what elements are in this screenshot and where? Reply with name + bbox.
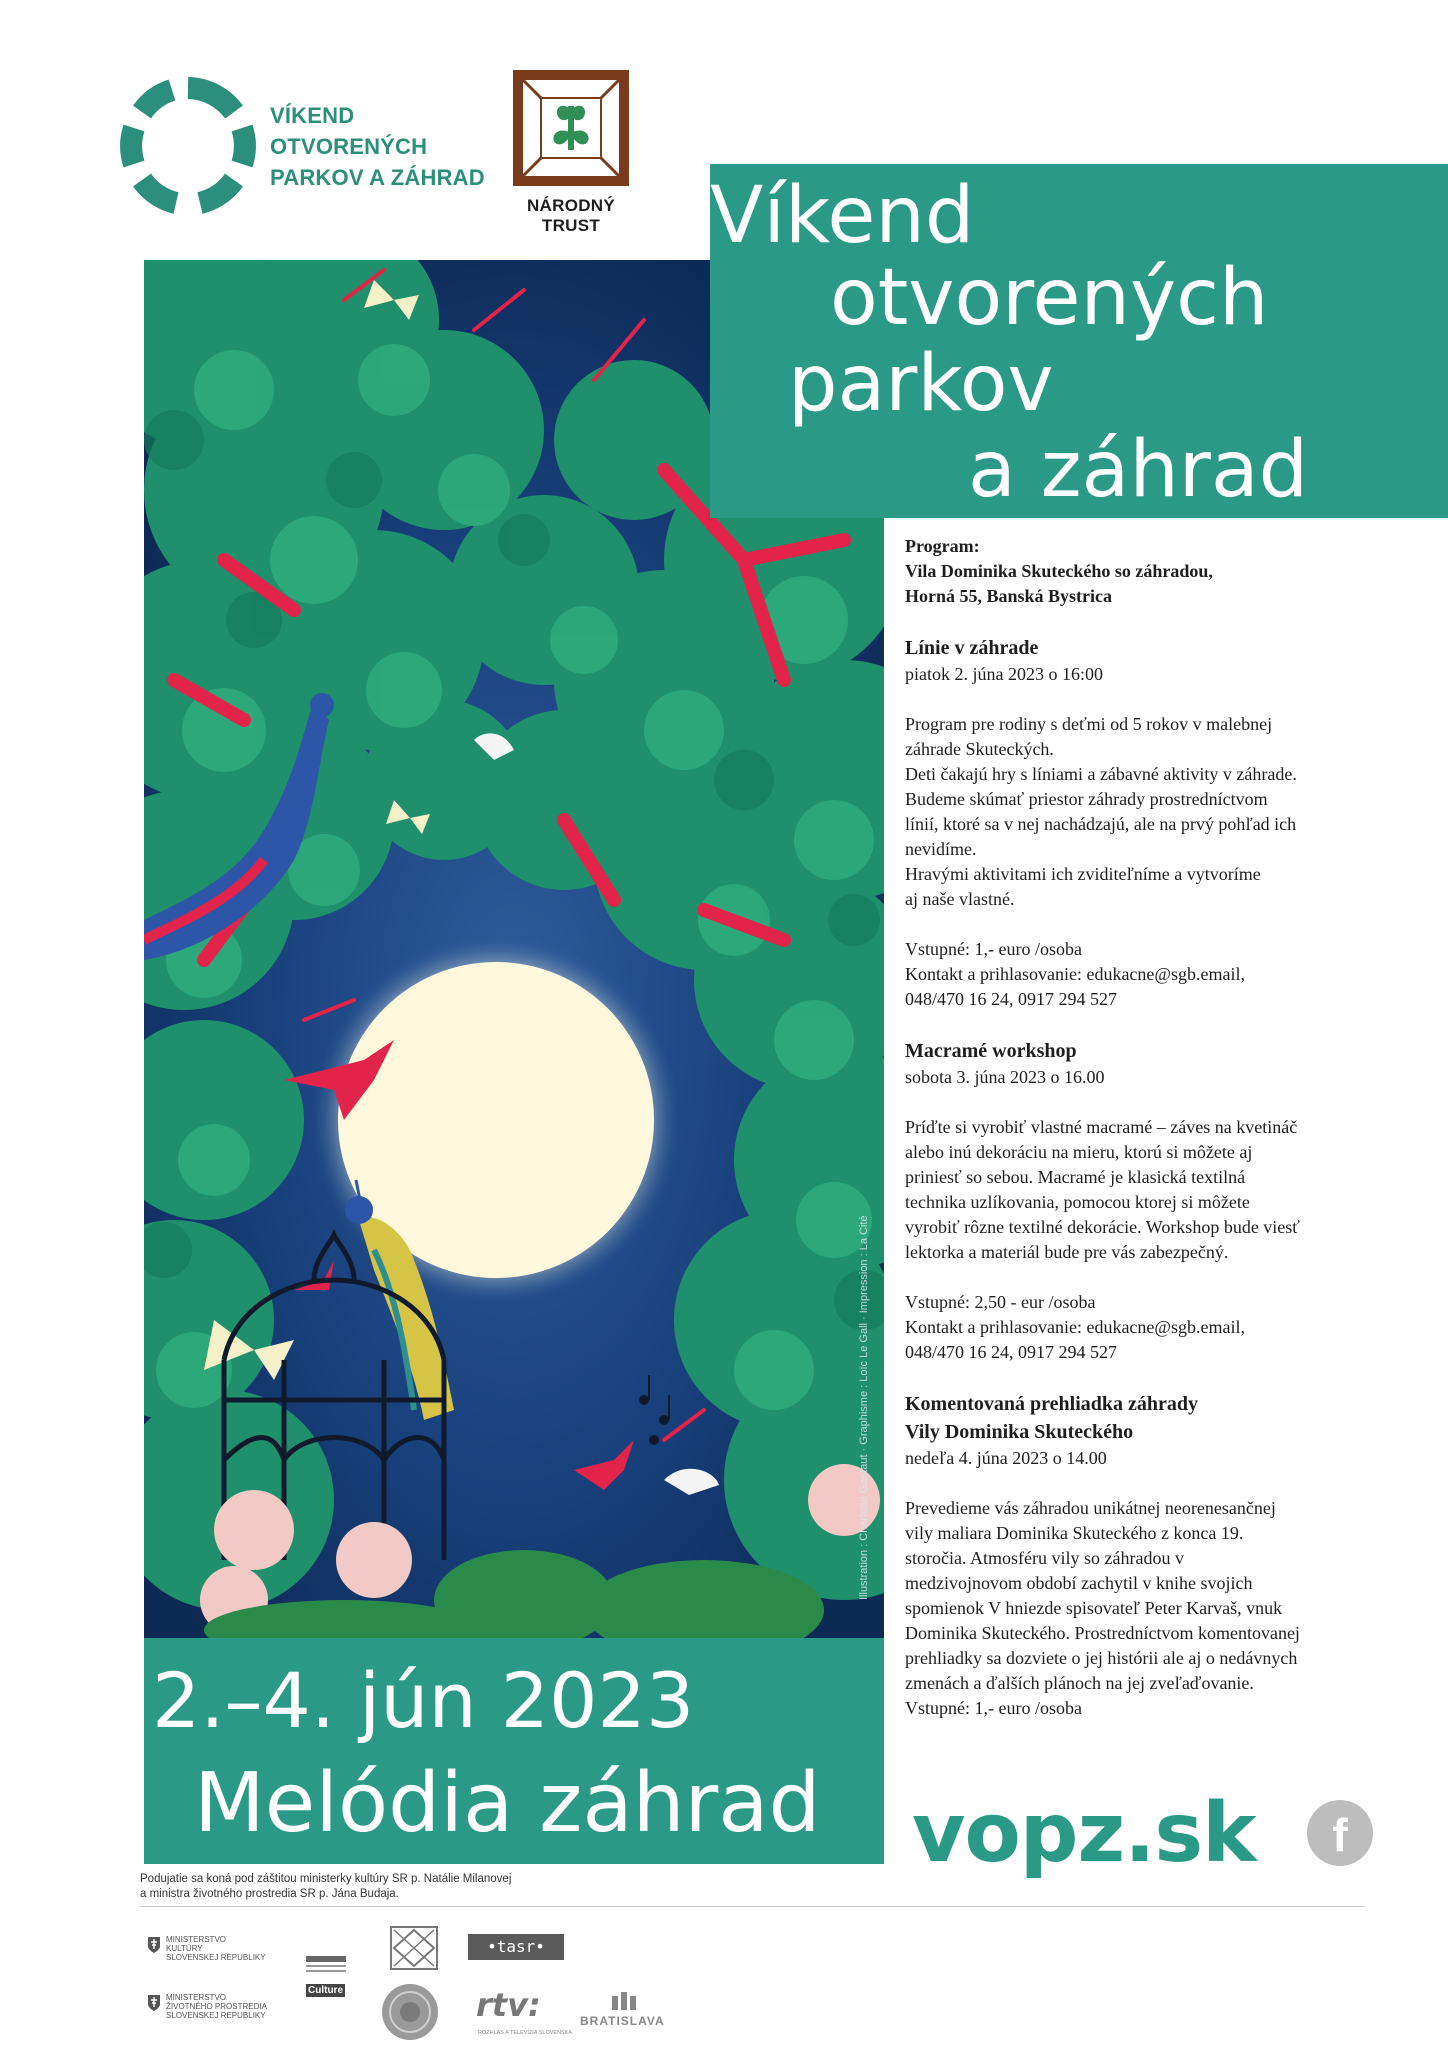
event-description-line: Dominika Skuteckého. Prostredníctvom komentovanej [905,1623,1300,1643]
event-description-line: priniesť so sebou. Macramé je klasická textilná [905,1167,1246,1187]
slovak-coat-of-arms-icon [148,1995,160,2011]
event-description-line: lektorka a materiál bude pre vás zabezpečný. [905,1242,1229,1262]
ministry-environment-logo [166,1993,267,2020]
ministry-culture-line: KULTÚRY [166,1944,203,1953]
event-description-line: Deti čakajú hry s líniami a zábavné aktivity v záhrade. [905,764,1297,784]
event-description-line: prehliadky sa dozviete o jej histórii ale aj o nedávnych [905,1648,1298,1668]
event-description-line: alebo inú dekoráciu na mieru, ktorú si môžete aj [905,1142,1253,1162]
ministry-environment-line: MINISTERSTVO [166,1993,227,2002]
date-banner [144,1638,884,1864]
title-line-3: parkov [788,339,1054,429]
ring-logo-icon [118,76,258,216]
bratislava-castle-icon [610,1990,638,2010]
vopz-logo-line: VÍKEND [270,103,355,128]
title-line-2: otvorených [830,253,1269,343]
event-description-line: vyrobiť rôzne textilné dekorácie. Workshop bude viesť [905,1217,1300,1237]
bratislava-logo: BRATISLAVA [580,2014,665,2028]
event-contact: Kontakt a prihlasovanie: edukacne@sgb.email, [905,964,1245,984]
facebook-icon[interactable]: f [1307,1800,1373,1866]
event-description-line: aj naše vlastné. [905,889,1015,909]
culture-logo: Culture [308,1985,343,1996]
event-title: Komentovaná prehliadka záhrady [905,1393,1198,1415]
venue-line: Horná 55, Banská Bystrica [905,586,1113,606]
event-description-line: spomienok V hniezde spisovateľ Peter Karvaš, vnuk [905,1598,1283,1618]
title-line-1: Víkend [710,171,975,261]
ministry-culture-line: MINISTERSTVO [166,1935,227,1944]
event-contact: Kontakt a prihlasovanie: edukacne@sgb.email, [905,1317,1245,1337]
vopz-logo [118,76,258,216]
patronage-note [140,1872,511,1902]
event-description-line: línií, ktoré sa v nej nachádzajú, ale na prvý pohľad ich [905,814,1297,834]
event-date: piatok 2. júna 2023 o 16:00 [905,664,1103,684]
event-description-line: zmenách a ďalších plánoch na jej zveľaďovanie. [905,1673,1254,1693]
event-title: Vily Dominika Skuteckého [905,1421,1134,1443]
event-entry-fee: Vstupné: 1,- euro /osoba [905,939,1082,959]
partner-flag-logo-icon [306,1956,346,1980]
event-description-line: vily maliara Dominika Skuteckého z konca 19. [905,1523,1244,1543]
program-text [905,534,1375,1721]
illustration-credit: Illustration : Charlotte Gastaut · Graphisme : Loïc Le Gall · Impression : La Cité [858,1215,870,1600]
event-date: nedeľa 4. júna 2023 o 14.00 [905,1448,1107,1468]
event-entry-fee: Vstupné: 1,- euro /osoba [905,1698,1082,1718]
narodny-trust-logo [513,70,629,186]
vopz-logo-line: OTVORENÝCH [270,134,428,159]
event-description-line: záhrade Skuteckých. [905,739,1054,759]
title-line-4: a záhrad [968,425,1309,515]
trust-emblem-icon [513,70,629,186]
event-description-line: Prevedieme vás záhradou unikátnej neorenesančnej [905,1498,1276,1518]
event-title: Línie v záhrade [905,637,1039,659]
patronage-line: a ministra životného prostredia SR p. Jána Budaja. [140,1888,399,1900]
event-description-line: storočia. Atmosféru vily so záhradou v [905,1548,1184,1568]
event-entry-fee: Vstupné: 2,50 - eur /osoba [905,1292,1096,1312]
round-seal-icon [380,1982,440,2042]
event-description-line: Program pre rodiny s deťmi od 5 rokov v malebnej [905,714,1273,734]
event-description-line: nevidíme. [905,839,977,859]
rtv-logo-subtitle: ROZHLAS A TELEVÍZIA SLOVENSKA [478,2030,573,2036]
footer-divider [140,1906,1366,1907]
ministry-environment-line: ŽIVOTNÉHO PROSTREDIA [166,2002,267,2011]
event-date: sobota 3. júna 2023 o 16.00 [905,1067,1105,1087]
event-theme: Melódia záhrad [194,1756,821,1851]
title-block [710,164,1448,518]
event-phone: 048/470 16 24, 0917 294 527 [905,989,1118,1009]
event-dates: 2.–4. jún 2023 [152,1656,695,1745]
heritage-emblem-icon [390,1926,438,1970]
rtv-logo: rtv: [476,1986,541,2024]
event-description-line: Hravými aktivitami ich zviditeľníme a vytvoríme [905,864,1261,884]
venue-line: Vila Dominika Skuteckého so záhradou, [905,561,1213,581]
event-description-line: medzivojnovom období zachytil v knihe svojich [905,1573,1253,1593]
program-label: Program: [905,536,980,556]
narodny-trust-label: NÁRODNÝ TRUST [526,196,616,235]
ministry-culture-line: SLOVENSKEJ REPUBLIKY [166,1953,266,1962]
event-description-line: technika uzlíkovania, pomocou ktorej si môžete [905,1192,1250,1212]
event-description-line: Príďte si vyrobiť vlastné macramé – záves na kvetináč [905,1117,1298,1137]
website-link[interactable]: vopz.sk [912,1786,1256,1881]
ministry-environment-line: SLOVENSKEJ REPUBLIKY [166,2011,266,2020]
patronage-line: Podujatie sa koná pod záštitou ministerky kultúry SR p. Natálie Milanovej [140,1873,512,1885]
vopz-logo-text [270,100,485,193]
event-description-line: Budeme skúmať priestor záhrady prostredníctvom [905,789,1268,809]
slovak-coat-of-arms-icon [148,1937,160,1953]
vopz-logo-line: PARKOV A ZÁHRAD [270,165,485,190]
event-title: Macramé workshop [905,1040,1077,1062]
ministry-culture-logo [166,1935,266,1962]
tasr-logo: •tasr• [468,1934,564,1960]
event-phone: 048/470 16 24, 0917 294 527 [905,1342,1118,1362]
